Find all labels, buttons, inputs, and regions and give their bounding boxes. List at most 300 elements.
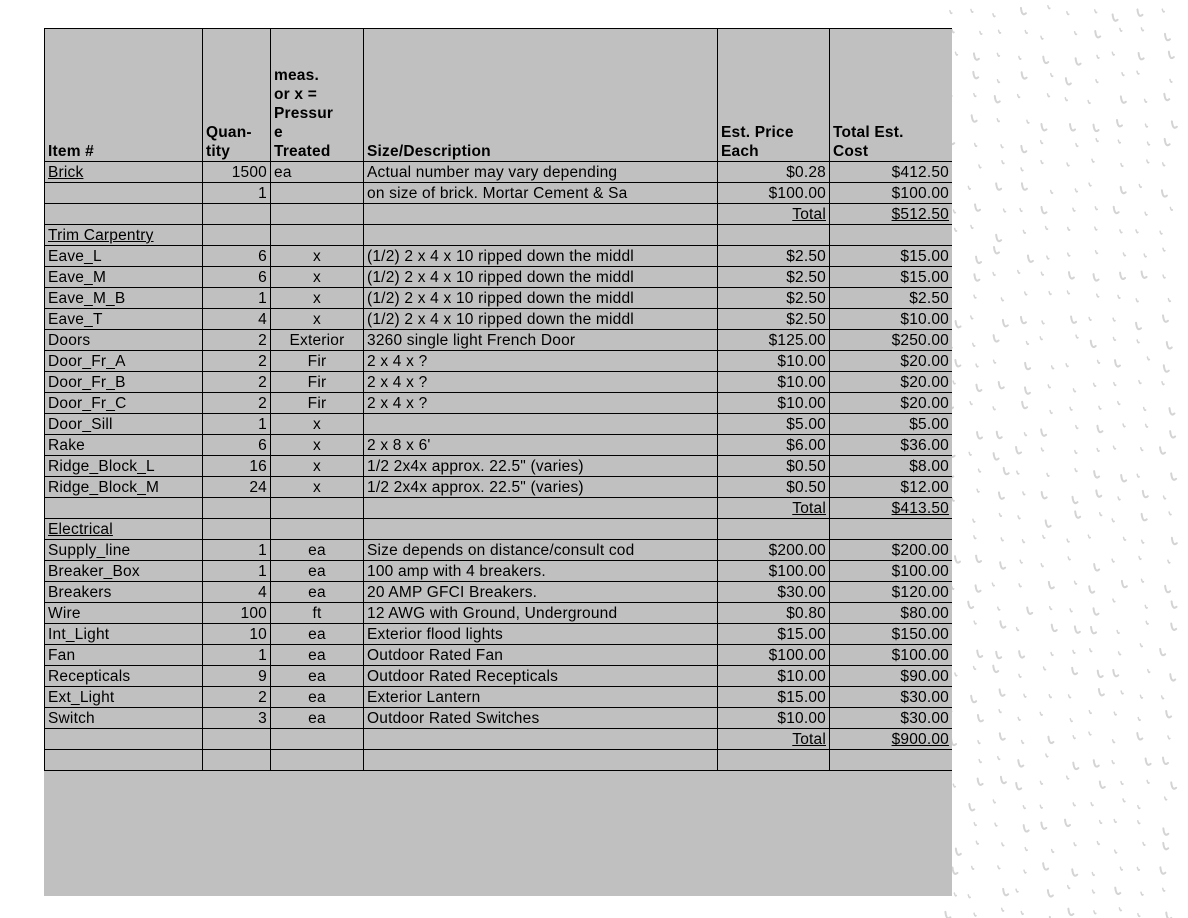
section-total-row [45, 729, 953, 750]
header-price: Est. Price Each [718, 29, 830, 162]
decorative-mark [978, 741, 980, 744]
decorative-mark [1001, 298, 1003, 301]
decorative-mark [995, 96, 1000, 102]
price-cell: $15.00 [718, 687, 830, 708]
decorative-mark [1160, 649, 1165, 655]
total-value: $512.50 [830, 204, 953, 225]
item-cell: Switch [45, 708, 203, 729]
decorative-mark [953, 784, 955, 787]
decorative-mark [1160, 867, 1165, 873]
spreadsheet [44, 28, 952, 896]
decorative-mark [1076, 144, 1078, 147]
total-cell: $20.00 [830, 393, 953, 414]
decorative-mark [974, 667, 976, 670]
price-cell: $10.00 [718, 708, 830, 729]
decorative-mark [997, 80, 999, 83]
decorative-mark [1041, 448, 1043, 451]
decorative-mark [1122, 73, 1124, 76]
price-cell: $0.28 [718, 162, 830, 183]
decorative-mark [1001, 777, 1006, 783]
decorative-mark [1018, 760, 1023, 766]
decorative-mark [975, 204, 980, 210]
header-quantity: Quan- tity [203, 29, 271, 162]
quantity-cell: 9 [203, 666, 271, 687]
total-cell: $12.00 [830, 477, 953, 498]
item-cell: Ext_Light [45, 687, 203, 708]
decorative-mark [953, 381, 955, 384]
item-cell: Eave_L [45, 246, 203, 267]
decorative-mark [974, 536, 976, 539]
empty-cell [271, 204, 364, 225]
decorative-mark [1027, 608, 1032, 614]
decorative-mark [1117, 631, 1119, 634]
item-cell: Supply_line [45, 540, 203, 561]
decorative-mark [1162, 382, 1164, 385]
decorative-mark [952, 867, 957, 873]
decorative-mark [954, 893, 956, 896]
decorative-mark [1113, 318, 1115, 321]
measure-cell: ea [271, 561, 364, 582]
decorative-mark [1041, 36, 1043, 39]
decorative-mark [976, 556, 981, 562]
decorative-mark [1022, 740, 1024, 743]
price-cell: $200.00 [718, 540, 830, 561]
decorative-mark [1099, 689, 1104, 695]
decorative-mark [1094, 608, 1099, 614]
table-row [45, 540, 953, 561]
measure-cell: ea [271, 540, 364, 561]
table-row [45, 267, 953, 288]
decorative-mark [1117, 120, 1122, 126]
price-cell: $5.00 [718, 414, 830, 435]
decorative-mark [999, 382, 1004, 388]
quantity-cell: 1 [203, 540, 271, 561]
decorative-mark [1076, 58, 1081, 64]
decorative-mark [1096, 251, 1098, 254]
decorative-mark [1094, 383, 1096, 386]
empty-cell [364, 204, 718, 225]
decorative-mark [1172, 121, 1177, 127]
decorative-mark [1123, 424, 1125, 427]
decorative-mark [993, 14, 995, 17]
empty-cell [203, 204, 271, 225]
description-cell: 1/2 2x4x approx. 22.5" (varies) [364, 477, 718, 498]
decorative-mark [977, 489, 979, 492]
decorative-mark [1070, 407, 1072, 410]
table-row [45, 435, 953, 456]
total-label: Total [718, 729, 830, 750]
decorative-mark [977, 432, 982, 438]
decorative-mark [1043, 535, 1045, 538]
measure-cell: x [271, 267, 364, 288]
quantity-cell: 24 [203, 477, 271, 498]
decorative-mark [1016, 889, 1018, 892]
decorative-mark [978, 779, 983, 785]
decorative-mark [1148, 142, 1150, 145]
decorative-mark [1164, 94, 1169, 100]
decorative-mark [1140, 695, 1142, 698]
total-cell: $15.00 [830, 267, 953, 288]
decorative-mark [1094, 274, 1099, 280]
total-cell: $90.00 [830, 666, 953, 687]
decorative-mark [994, 247, 999, 253]
price-cell: $100.00 [718, 645, 830, 666]
empty-cell [718, 225, 830, 246]
decorative-mark [1113, 599, 1115, 602]
decorative-mark [1171, 782, 1176, 788]
item-cell: Ridge_Block_M [45, 477, 203, 498]
decorative-mark [1067, 291, 1069, 294]
decorative-mark [1076, 335, 1078, 338]
decorative-mark [1136, 230, 1138, 233]
decorative-mark [1145, 124, 1147, 127]
decorative-mark [1115, 360, 1120, 366]
table-row [45, 330, 953, 351]
decorative-mark [1089, 711, 1091, 714]
decorative-mark [1025, 292, 1027, 295]
decorative-mark [1097, 426, 1102, 432]
empty-cell [203, 225, 271, 246]
item-cell: Doors [45, 330, 203, 351]
decorative-mark [1021, 168, 1023, 171]
decorative-mark [1019, 674, 1021, 677]
decorative-mark [1121, 187, 1126, 193]
decorative-mark [1163, 275, 1165, 278]
cost-estimate-table [44, 28, 952, 771]
decorative-mark [1094, 564, 1099, 570]
decorative-mark [1112, 519, 1114, 522]
decorative-mark [1092, 159, 1094, 162]
decorative-mark [1163, 315, 1168, 321]
decorative-mark [1073, 736, 1075, 739]
decorative-mark [976, 364, 978, 367]
decorative-mark [1123, 253, 1125, 256]
header-description: Size/Description [364, 29, 718, 162]
decorative-mark [1094, 471, 1099, 477]
decorative-mark [1042, 492, 1047, 498]
decorative-mark [952, 30, 954, 33]
section-name: Trim Carpentry [45, 225, 203, 246]
decorative-mark [1136, 299, 1138, 302]
description-cell: Outdoor Rated Fan [364, 645, 718, 666]
decorative-mark [1075, 32, 1077, 35]
decorative-mark [1017, 628, 1019, 631]
decorative-mark [971, 9, 973, 12]
description-cell: Outdoor Rated Recepticals [364, 666, 718, 687]
description-cell: (1/2) 2 x 4 x 10 ripped down the middl [364, 309, 718, 330]
decorative-mark [955, 673, 957, 676]
decorative-mark [976, 385, 981, 391]
decorative-mark [1043, 863, 1048, 869]
measure-cell: ea [271, 687, 364, 708]
decorative-mark [1051, 653, 1053, 656]
decorative-mark [968, 186, 970, 189]
decorative-mark [1171, 623, 1176, 629]
decorative-mark [1025, 31, 1027, 34]
price-cell: $10.00 [718, 393, 830, 414]
quantity-cell: 1 [203, 414, 271, 435]
empty-cell [203, 498, 271, 519]
decorative-mark [1068, 557, 1070, 560]
price-cell: $2.50 [718, 288, 830, 309]
decorative-mark [1148, 670, 1150, 673]
price-cell: $2.50 [718, 246, 830, 267]
decorative-mark [1073, 763, 1078, 769]
decorative-mark [1170, 207, 1172, 210]
description-cell: 3260 single light French Door [364, 330, 718, 351]
measure-cell: x [271, 309, 364, 330]
empty-cell [271, 519, 364, 540]
decorative-mark [955, 556, 960, 562]
decorative-mark [1170, 674, 1175, 680]
quantity-cell: 100 [203, 603, 271, 624]
description-cell: Exterior Lantern [364, 687, 718, 708]
decorative-mark [1074, 843, 1076, 846]
item-cell: Rake [45, 435, 203, 456]
decorative-mark [1164, 365, 1169, 371]
decorative-mark [974, 913, 976, 916]
total-cell: $2.50 [830, 288, 953, 309]
decorative-mark [993, 800, 995, 803]
header-measure: meas. or x = Pressur e Treated [271, 29, 364, 162]
decorative-mark [1113, 338, 1115, 341]
header-total: Total Est. Cost [830, 29, 953, 162]
decorative-mark [1041, 822, 1046, 828]
decorative-mark [997, 432, 1002, 438]
quantity-cell: 16 [203, 456, 271, 477]
decorative-mark [1052, 850, 1054, 853]
decorative-mark [999, 710, 1001, 713]
measure-cell [271, 183, 364, 204]
decorative-mark [1041, 564, 1043, 567]
decorative-mark [1022, 72, 1027, 78]
decorative-mark [1041, 141, 1043, 144]
decorative-mark [1066, 364, 1068, 367]
table-row [45, 687, 953, 708]
item-cell: Fan [45, 645, 203, 666]
decorative-mark [1018, 95, 1020, 98]
total-cell: $30.00 [830, 687, 953, 708]
decorative-mark [1073, 389, 1075, 392]
measure-cell: x [271, 288, 364, 309]
decorative-mark [1100, 821, 1102, 824]
empty-cell [364, 519, 718, 540]
decorative-mark [973, 72, 978, 78]
decorative-mark [1094, 911, 1096, 914]
decorative-mark [1137, 733, 1142, 739]
decorative-mark [1016, 447, 1021, 453]
decorative-mark [1172, 601, 1177, 607]
decorative-mark [1120, 28, 1122, 31]
decorative-mark [1067, 12, 1069, 15]
empty-cell [45, 498, 203, 519]
empty-cell [45, 750, 203, 771]
decorative-mark [973, 519, 975, 522]
decorative-mark [1092, 873, 1094, 876]
total-value: $413.50 [830, 498, 953, 519]
empty-cell [718, 750, 830, 771]
price-cell: $6.00 [718, 435, 830, 456]
decorative-mark [1000, 562, 1005, 568]
decorative-mark [994, 453, 999, 459]
decorative-mark [1041, 161, 1043, 164]
measure-cell: Fir [271, 351, 364, 372]
decorative-mark [1068, 227, 1070, 230]
decorative-mark [972, 866, 974, 869]
decorative-mark [1160, 231, 1162, 234]
decorative-mark [1163, 828, 1168, 834]
section-header-row [45, 225, 953, 246]
decorative-mark [1003, 320, 1008, 326]
empty-cell [271, 498, 364, 519]
item-cell [45, 183, 203, 204]
decorative-mark [1049, 292, 1051, 295]
description-cell: (1/2) 2 x 4 x 10 ripped down the middl [364, 267, 718, 288]
quantity-cell: 10 [203, 624, 271, 645]
decorative-mark [952, 498, 954, 501]
item-cell: Door_Sill [45, 414, 203, 435]
measure-cell: Fir [271, 372, 364, 393]
decorative-mark [1162, 9, 1164, 12]
decorative-mark [974, 274, 979, 280]
decorative-mark [955, 52, 957, 55]
decorative-mark [1040, 805, 1042, 808]
decorative-mark [976, 257, 981, 263]
measure-cell: x [271, 246, 364, 267]
decorative-mark [1165, 586, 1170, 592]
decorative-mark [1145, 99, 1147, 102]
decorative-mark [1141, 892, 1143, 895]
decorative-mark [1163, 163, 1165, 166]
decorative-mark [953, 210, 955, 213]
item-cell: Door_Fr_A [45, 351, 203, 372]
decorative-mark [1090, 649, 1092, 652]
item-cell: Int_Light [45, 624, 203, 645]
decorative-mark [993, 273, 995, 276]
decorative-mark [1169, 512, 1171, 515]
decorative-mark [1040, 337, 1042, 340]
decorative-mark [994, 360, 996, 363]
decorative-mark [1094, 760, 1099, 766]
decorative-mark [1048, 890, 1053, 896]
empty-cell [203, 750, 271, 771]
total-cell: $8.00 [830, 456, 953, 477]
decorative-mark [1075, 511, 1080, 517]
decorative-mark [1118, 140, 1120, 143]
decorative-mark [956, 321, 961, 327]
decorative-mark [1017, 471, 1019, 474]
decorative-mark [1020, 560, 1022, 563]
decorative-mark [1091, 803, 1093, 806]
decorative-mark [1047, 94, 1049, 97]
decorative-mark [1139, 556, 1141, 559]
measure-cell: Fir [271, 393, 364, 414]
quantity-cell: 2 [203, 687, 271, 708]
decorative-mark [1066, 78, 1071, 84]
decorative-mark [1118, 295, 1120, 298]
decorative-mark [1137, 9, 1142, 15]
decorative-mark [1040, 712, 1042, 715]
decorative-mark [1001, 538, 1003, 541]
description-cell: 1/2 2x4x approx. 22.5" (varies) [364, 456, 718, 477]
item-cell: Breakers [45, 582, 203, 603]
decorative-mark [1044, 667, 1046, 670]
table-row [45, 582, 953, 603]
decorative-mark [1022, 183, 1027, 189]
total-cell: $200.00 [830, 540, 953, 561]
decorative-mark [1072, 869, 1077, 875]
decorative-mark [1000, 733, 1005, 739]
item-cell: Eave_M_B [45, 288, 203, 309]
decorative-mark [1088, 101, 1090, 104]
price-cell: $15.00 [718, 624, 830, 645]
decorative-mark [1073, 208, 1075, 211]
decorative-mark [1050, 607, 1052, 610]
decorative-mark [1172, 538, 1177, 544]
total-cell: $100.00 [830, 183, 953, 204]
description-cell: 2 x 4 x ? [364, 393, 718, 414]
table-row [45, 708, 953, 729]
decorative-mark [1163, 843, 1168, 849]
decorative-mark [974, 823, 976, 826]
decorative-mark [1137, 867, 1139, 870]
decorative-mark [1113, 670, 1118, 676]
decorative-mark [1026, 342, 1028, 345]
decorative-mark [955, 228, 957, 231]
price-cell: $0.50 [718, 456, 830, 477]
decorative-mark [1168, 560, 1170, 563]
quantity-cell: 6 [203, 267, 271, 288]
empty-cell [45, 729, 203, 750]
decorative-mark [1120, 867, 1122, 870]
decorative-mark [952, 586, 954, 589]
decorative-mark [1144, 408, 1146, 411]
measure-cell: x [271, 477, 364, 498]
decorative-mark [1137, 340, 1139, 343]
decorative-mark [1002, 908, 1004, 911]
description-cell: 20 AMP GFCI Breakers. [364, 582, 718, 603]
decorative-mark [994, 335, 999, 341]
decorative-mark [1095, 31, 1100, 37]
decorative-mark [999, 30, 1001, 33]
decorative-mark [1067, 539, 1069, 542]
decorative-mark [978, 715, 983, 721]
total-cell: $150.00 [830, 624, 953, 645]
empty-cell [830, 225, 953, 246]
decorative-mark [1139, 185, 1141, 188]
decorative-mark [1118, 497, 1120, 500]
decorative-mark [1070, 719, 1072, 722]
decorative-mark [955, 360, 960, 366]
decorative-mark [1138, 914, 1140, 917]
price-cell: $125.00 [718, 330, 830, 351]
price-cell: $10.00 [718, 372, 830, 393]
decorative-mark [1092, 890, 1094, 893]
decorative-mark [1146, 621, 1148, 624]
decorative-mark [1025, 387, 1030, 393]
table-row [45, 666, 953, 687]
description-cell: (1/2) 2 x 4 x 10 ripped down the middl [364, 288, 718, 309]
decorative-mark [1100, 513, 1102, 516]
decorative-mark [979, 165, 981, 168]
decorative-mark [1147, 357, 1149, 360]
decorative-mark [999, 514, 1001, 517]
decorative-mark [1095, 10, 1097, 13]
decorative-mark [1096, 139, 1098, 142]
decorative-mark [1119, 908, 1121, 911]
empty-cell [364, 729, 718, 750]
decorative-mark [1041, 124, 1046, 130]
